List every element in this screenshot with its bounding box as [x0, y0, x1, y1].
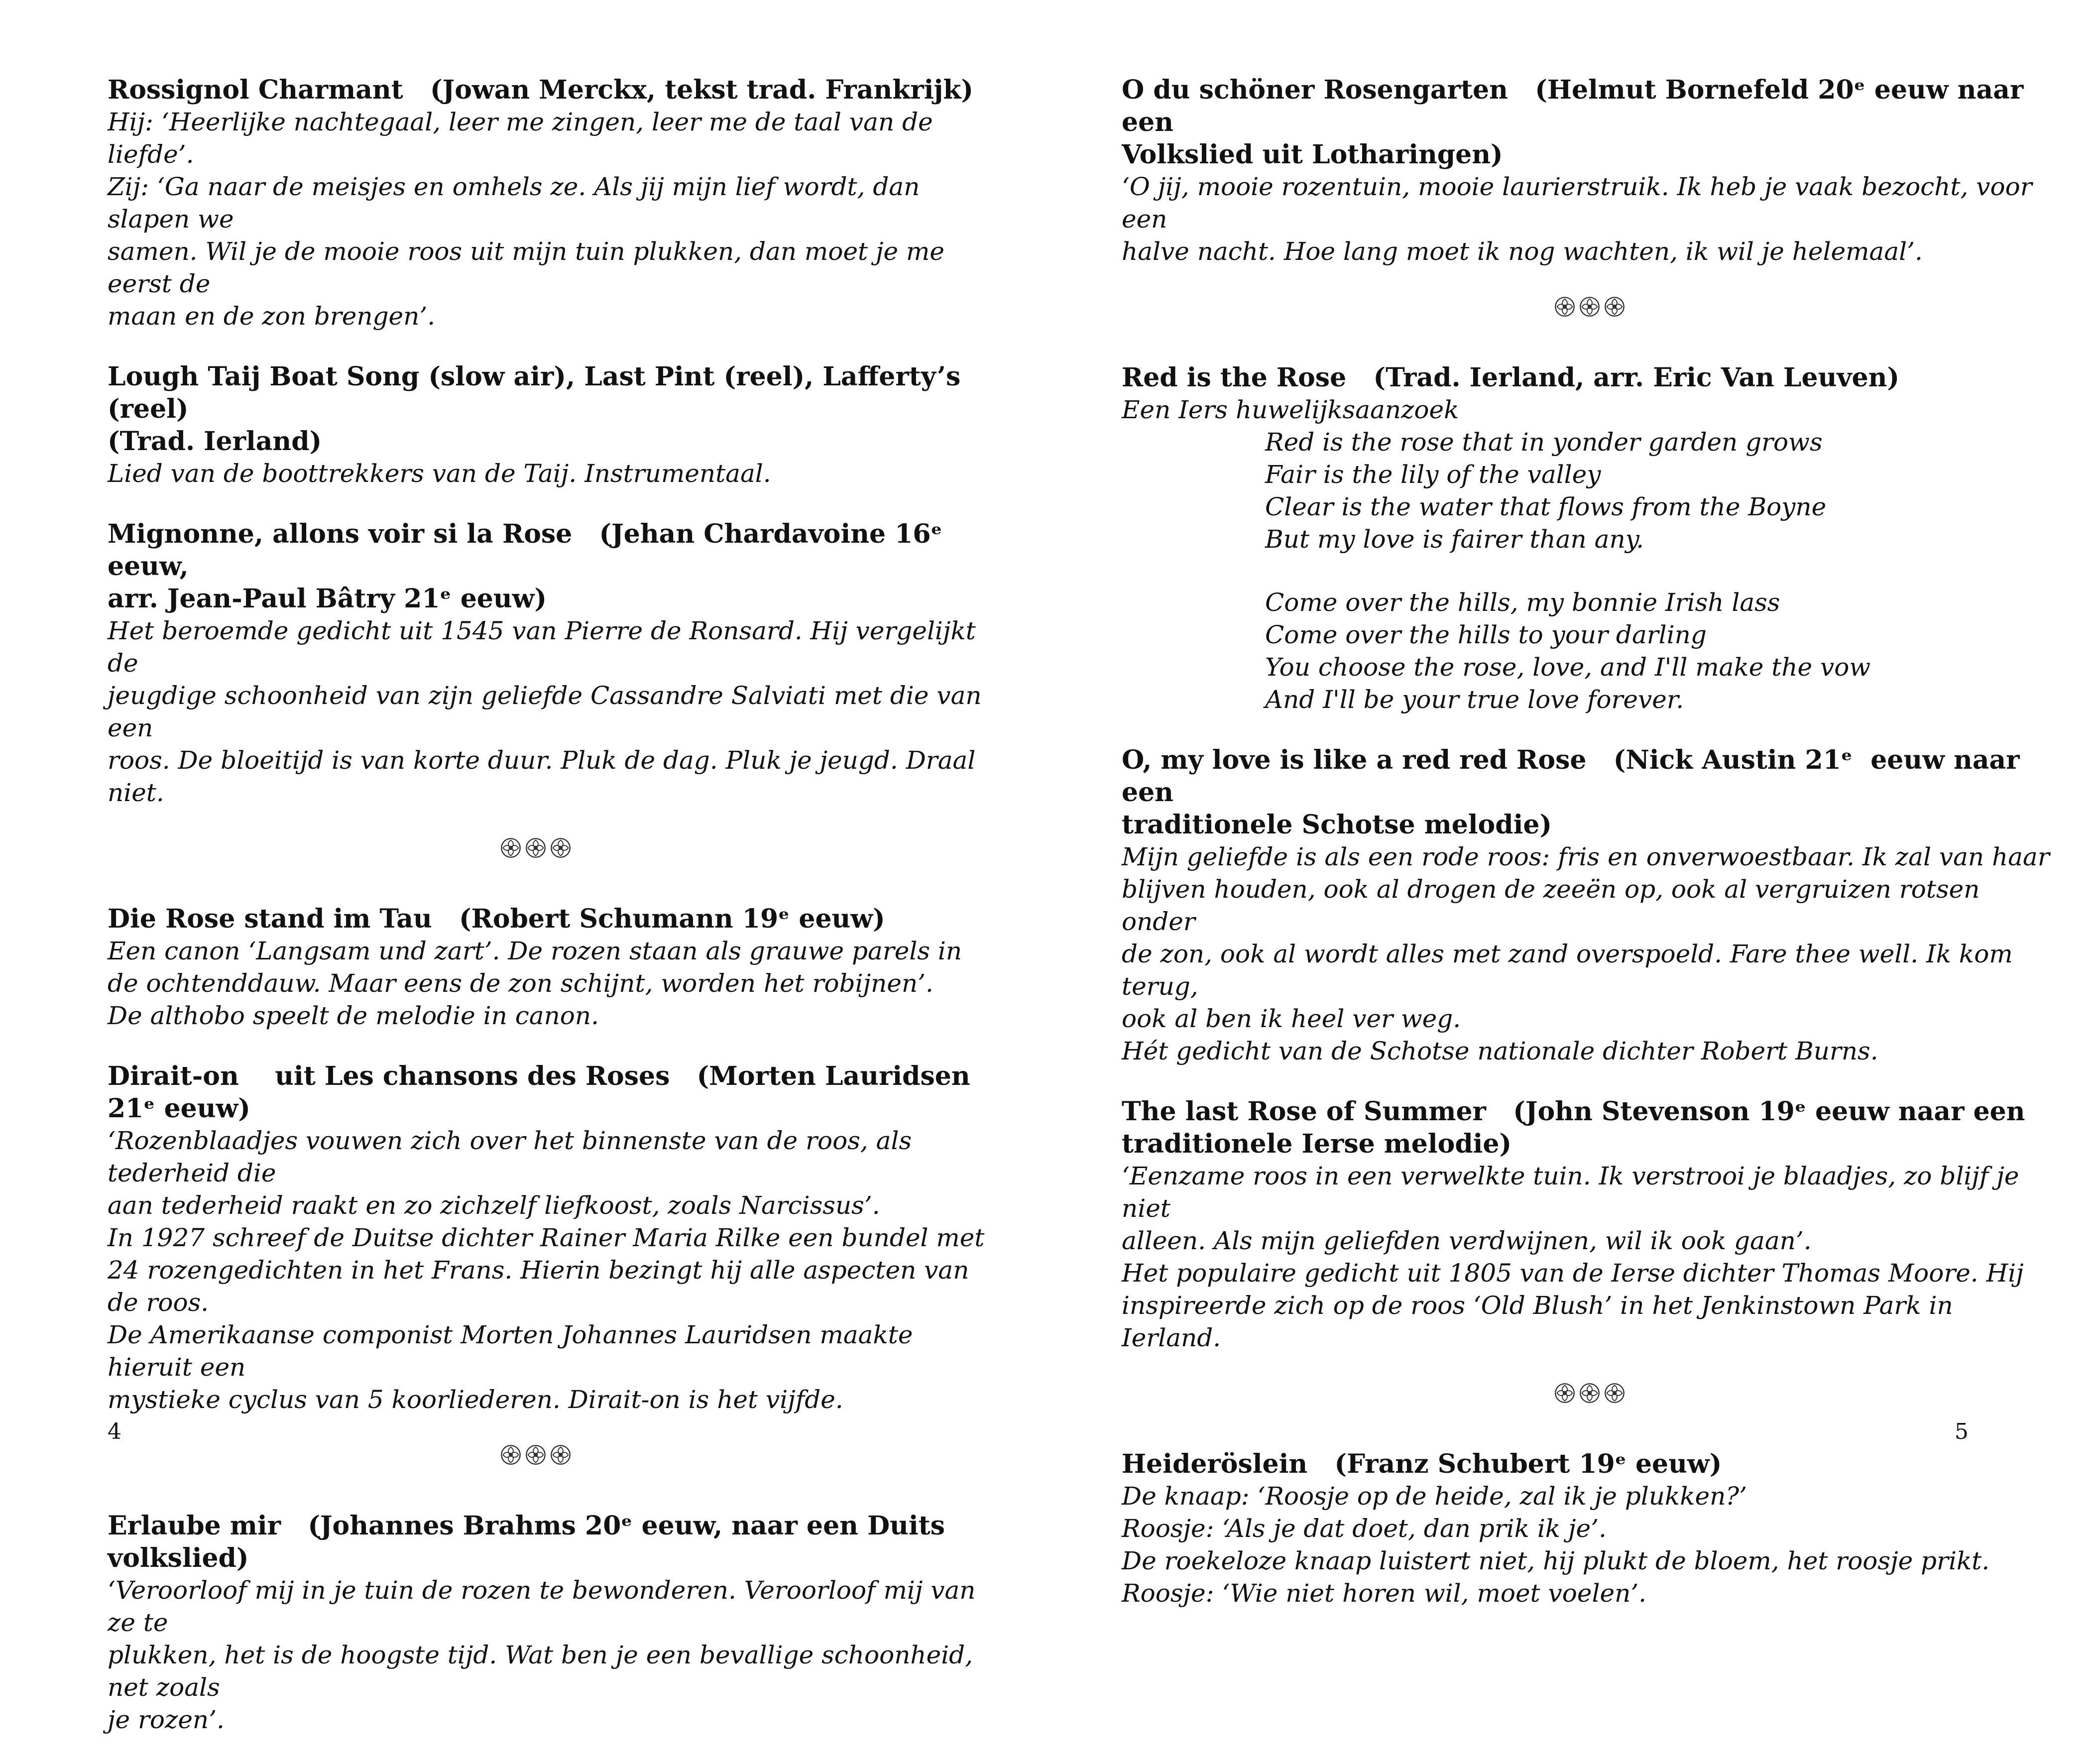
entry-line: Roosje: ‘Als je dat doet, dan prik ik je’. — [1122, 1514, 1607, 1543]
entry-title: Dirait-on uit Les chansons des Roses (Morten Lauridsen 21ᵉ eeuw) — [108, 1061, 979, 1124]
rose-separator — [1122, 1378, 2058, 1408]
entry-title: The last Rose of Summer (John Stevenson 19ᵉ eeuw naar een traditionele Ierse melodie) — [1122, 1096, 2025, 1159]
program-entry — [1122, 1448, 2058, 1610]
entry-line: de ochtenddauw. Maar eens de zon schijnt, worden het robijnen’. — [108, 969, 933, 998]
verse-line: Come over the hills to your darling — [1265, 620, 1707, 649]
entry-line: ook al ben ik heel ver weg. — [1122, 1004, 1461, 1033]
program-entry — [108, 1510, 1004, 1736]
entry-line: De roekeloze knaap luistert niet, hij plukt de bloem, het roosje prikt. — [1122, 1546, 1990, 1575]
entry-line: In 1927 schreef de Duitse dichter Rainer Maria Rilke een bundel met — [108, 1223, 985, 1252]
entry-title: Mignonne, allons voir si la Rose (Jehan Chardavoine 16ᵉ eeuw, arr. Jean-Paul Bâtry 21ᵉ eeuw) — [108, 519, 942, 614]
entry-title: Erlaube mir (Johannes Brahms 20ᵉ eeuw, naar een Duits volkslied) — [108, 1511, 954, 1573]
entry-line: ‘Rozenblaadjes vouwen zich over het binnenste van de roos, als tederheid die — [108, 1126, 920, 1187]
entry-line: mystieke cyclus van 5 koorliederen. Dirait-on is het vijfde. — [108, 1385, 843, 1414]
program-entry — [1122, 744, 2058, 1067]
rose-icon — [550, 1444, 572, 1466]
entry-line: samen. Wil je de mooie roos uit mijn tuin plukken, dan moet je me eerst de — [108, 237, 952, 298]
entry-line: de zon, ook al wordt alles met zand overspoeld. Fare thee well. Ik kom terug, — [1122, 940, 2021, 1001]
rose-separator — [1122, 292, 2058, 322]
entry-title: Die Rose stand im Tau (Robert Schumann 19ᵉ eeuw) — [108, 904, 885, 934]
program-entry — [108, 1060, 1004, 1416]
program-entry — [108, 903, 1004, 1032]
entry-line: plukken, het is de hoogste tijd. Wat ben je een bevallige schoonheid, net zoals — [108, 1641, 981, 1702]
rose-icon — [1604, 1382, 1626, 1404]
rose-icon — [1554, 1382, 1576, 1404]
entry-line: blijven houden, ook al drogen de zeeën op, ook al vergruizen rotsen onder — [1122, 875, 1988, 936]
rose-icon — [1579, 1382, 1601, 1404]
page-number: 5 — [1955, 1419, 1969, 1444]
entry-line: alleen. Als mijn geliefden verdwijnen, wil ik ook gaan’. — [1122, 1226, 1812, 1255]
song-verse — [1265, 426, 2058, 716]
verse-line: Fair is the lily of the valley — [1265, 460, 1601, 489]
entry-line: inspireerde zich op de roos ‘Old Blush’ in het Jenkinstown Park in Ierland. — [1122, 1291, 1961, 1352]
right-page — [1046, 0, 2091, 1608]
entry-line: jeugdige schoonheid van zijn geliefde Cassandre Salviati met die van een — [108, 681, 990, 742]
rose-icon — [500, 837, 522, 859]
entry-line: ‘O jij, mooie rozentuin, mooie laurierstruik. Ik heb je vaak bezocht, voor een — [1122, 172, 2040, 234]
program-entry — [1122, 1095, 2058, 1354]
rose-icon — [500, 1444, 522, 1466]
entry-line: ‘Eenzame roos in een verwelkte tuin. Ik verstrooi je blaadjes, zo blijf je niet — [1122, 1162, 2027, 1223]
entry-line: Een Iers huwelijksaanzoek — [1122, 395, 1459, 424]
entry-line: je rozen’. — [108, 1705, 225, 1734]
entry-title: O du schöner Rosengarten (Helmut Bornefeld 20ᵉ eeuw naar een Volkslied uit Lotharingen) — [1122, 75, 2024, 170]
entry-line: aan tederheid raakt en zo zichzelf liefkoost, zoals Narcissus’. — [108, 1191, 880, 1220]
rose-icon — [525, 837, 547, 859]
rose-icon — [525, 1444, 547, 1466]
entry-line: Het beroemde gedicht uit 1545 van Pierre de Ronsard. Hij vergelijkt de — [108, 616, 984, 678]
entry-line: halve nacht. Hoe lang moet ik nog wachten, ik wil je helemaal’. — [1122, 237, 1923, 266]
entry-line: Zij: ‘Ga naar de meisjes en omhels ze. Als jij mijn lief wordt, dan slapen we — [108, 172, 928, 234]
entry-line: De knaap: ‘Roosje op de heide, zal ik je plukken?’ — [1122, 1482, 1747, 1511]
entry-title: Rossignol Charmant (Jowan Merckx, tekst trad. Frankrijk) — [108, 75, 973, 105]
entry-title: Heideröslein (Franz Schubert 19ᵉ eeuw) — [1122, 1449, 1722, 1479]
entry-line: 24 rozengedichten in het Frans. Hierin bezingt hij alle aspecten van de roos. — [108, 1256, 977, 1317]
entry-title: Red is the Rose (Trad. Ierland, arr. Eric Van Leuven) — [1122, 362, 1900, 393]
program-entry — [1122, 74, 2058, 268]
rose-separator — [108, 833, 1004, 863]
program-entry — [108, 518, 1004, 809]
entry-line: Hét gedicht van de Schotse nationale dichter Robert Burns. — [1122, 1037, 1878, 1065]
page-number: 4 — [108, 1419, 121, 1444]
verse-line: But my love is fairer than any. — [1265, 525, 1644, 554]
left-page-column — [108, 74, 1004, 1764]
verse-line: Come over the hills, my bonnie Irish lass — [1265, 588, 1780, 617]
entry-line: Hij: ‘Heerlijke nachtegaal, leer me zingen, leer me de taal van de liefde’. — [108, 108, 941, 169]
entry-line: De althobo speelt de melodie in canon. — [108, 1001, 599, 1030]
left-page — [0, 0, 1046, 1734]
right-page-column — [1122, 74, 2058, 1638]
verse-line: Red is the rose that in yonder garden grows — [1265, 428, 1823, 457]
entry-title: Lough Taij Boat Song (slow air), Last Pint (reel), Lafferty’s (reel) (Trad. Ierland) — [108, 361, 961, 457]
program-entry — [108, 74, 1004, 333]
stanza-gap — [1265, 556, 2058, 587]
entry-line: roos. De bloeitijd is van korte duur. Pluk de dag. Pluk je jeugd. Draal niet. — [108, 746, 984, 807]
program-entry — [1122, 361, 2058, 716]
rose-icon — [1579, 296, 1601, 318]
entry-line: Mijn geliefde is als een rode roos: fris en onverwoestbaar. Ik zal van haar — [1122, 842, 2050, 871]
verse-line: You choose the rose, love, and I'll make the vow — [1265, 653, 1871, 682]
entry-title: O, my love is like a red red Rose (Nick Austin 21ᵉ eeuw naar een traditionele Schotse melodie) — [1122, 745, 2020, 840]
entry-line: maan en de zon brengen’. — [108, 302, 436, 331]
entry-line: Een canon ‘Langsam und zart’. De rozen staan als grauwe parels in — [108, 937, 962, 965]
entry-line: Lied van de boottrekkers van de Taij. Instrumentaal. — [108, 459, 771, 488]
verse-line: And I'll be your true love forever. — [1265, 685, 1684, 714]
verse-line: Clear is the water that flows from the Boyne — [1265, 492, 1827, 521]
entry-line: Roosje: ‘Wie niet horen wil, moet voelen’. — [1122, 1579, 1647, 1608]
program-entry — [108, 360, 1004, 490]
rose-icon — [550, 837, 572, 859]
entry-line: ‘Veroorloof mij in je tuin de rozen te bewonderen. Veroorloof mij van ze te — [108, 1576, 984, 1637]
rose-icon — [1604, 296, 1626, 318]
entry-line: Het populaire gedicht uit 1805 van de Ierse dichter Thomas Moore. Hij — [1122, 1259, 2024, 1288]
entry-line: De Amerikaanse componist Morten Johannes Lauridsen maakte hieruit een — [108, 1320, 921, 1382]
rose-icon — [1554, 296, 1576, 318]
rose-separator — [108, 1440, 1004, 1470]
